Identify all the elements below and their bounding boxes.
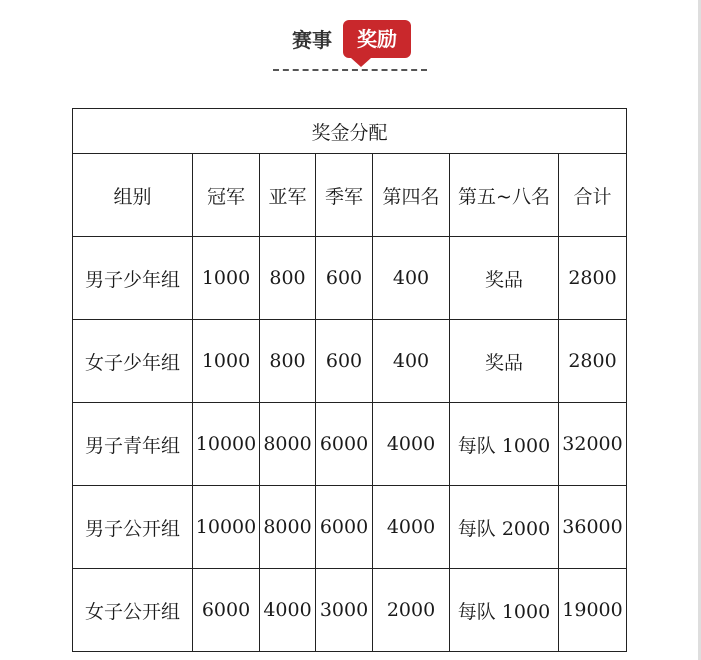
cell-runner-up: 4000 — [260, 569, 316, 652]
cell-group: 女子少年组 — [73, 320, 193, 403]
cell-champion: 1000 — [193, 320, 260, 403]
cell-fifth-eighth: 奖品 — [450, 237, 559, 320]
header-total: 合计 — [559, 154, 627, 237]
cell-runner-up: 8000 — [260, 486, 316, 569]
header-champion: 冠军 — [193, 154, 260, 237]
cell-group: 男子青年组 — [73, 403, 193, 486]
section-title-badge — [343, 20, 411, 58]
cell-total: 19000 — [559, 569, 627, 652]
cell-third: 6000 — [316, 403, 373, 486]
cell-fifth-eighth: 奖品 — [450, 320, 559, 403]
section-title-badge-text: 奖励 — [357, 27, 397, 51]
cell-group: 男子公开组 — [73, 486, 193, 569]
table-header-row — [73, 154, 627, 237]
table-title: 奖金分配 — [73, 109, 627, 154]
speech-bubble-tail-icon — [351, 58, 371, 67]
cell-group: 女子公开组 — [73, 569, 193, 652]
dashed-divider — [273, 69, 427, 71]
cell-champion: 6000 — [193, 569, 260, 652]
cell-champion: 1000 — [193, 237, 260, 320]
cell-fourth: 400 — [373, 237, 450, 320]
table-title-row — [73, 109, 627, 154]
cell-champion: 10000 — [193, 403, 260, 486]
cell-fourth: 400 — [373, 320, 450, 403]
cell-runner-up: 800 — [260, 237, 316, 320]
table-row — [73, 569, 627, 652]
cell-fourth: 4000 — [373, 403, 450, 486]
cell-fourth: 4000 — [373, 486, 450, 569]
cell-total: 2800 — [559, 320, 627, 403]
cell-third: 6000 — [316, 486, 373, 569]
table-row — [73, 403, 627, 486]
header-runner-up: 亚军 — [260, 154, 316, 237]
section-title-plain: 赛事 — [292, 28, 332, 52]
cell-total: 36000 — [559, 486, 627, 569]
cell-fifth-eighth: 每队 2000 — [450, 486, 559, 569]
prize-table — [72, 108, 627, 652]
cell-runner-up: 800 — [260, 320, 316, 403]
header-fifth-to-eighth: 第五~八名 — [450, 154, 559, 237]
cell-total: 2800 — [559, 237, 627, 320]
cell-third: 600 — [316, 237, 373, 320]
cell-runner-up: 8000 — [260, 403, 316, 486]
section-header — [0, 0, 701, 80]
cell-total: 32000 — [559, 403, 627, 486]
header-fourth-place: 第四名 — [373, 154, 450, 237]
cell-fifth-eighth: 每队 1000 — [450, 403, 559, 486]
table-row — [73, 486, 627, 569]
header-group: 组别 — [73, 154, 193, 237]
cell-third: 3000 — [316, 569, 373, 652]
cell-champion: 10000 — [193, 486, 260, 569]
cell-group: 男子少年组 — [73, 237, 193, 320]
table-row — [73, 320, 627, 403]
header-third-place: 季军 — [316, 154, 373, 237]
table-row — [73, 237, 627, 320]
cell-fifth-eighth: 每队 1000 — [450, 569, 559, 652]
cell-third: 600 — [316, 320, 373, 403]
cell-fourth: 2000 — [373, 569, 450, 652]
